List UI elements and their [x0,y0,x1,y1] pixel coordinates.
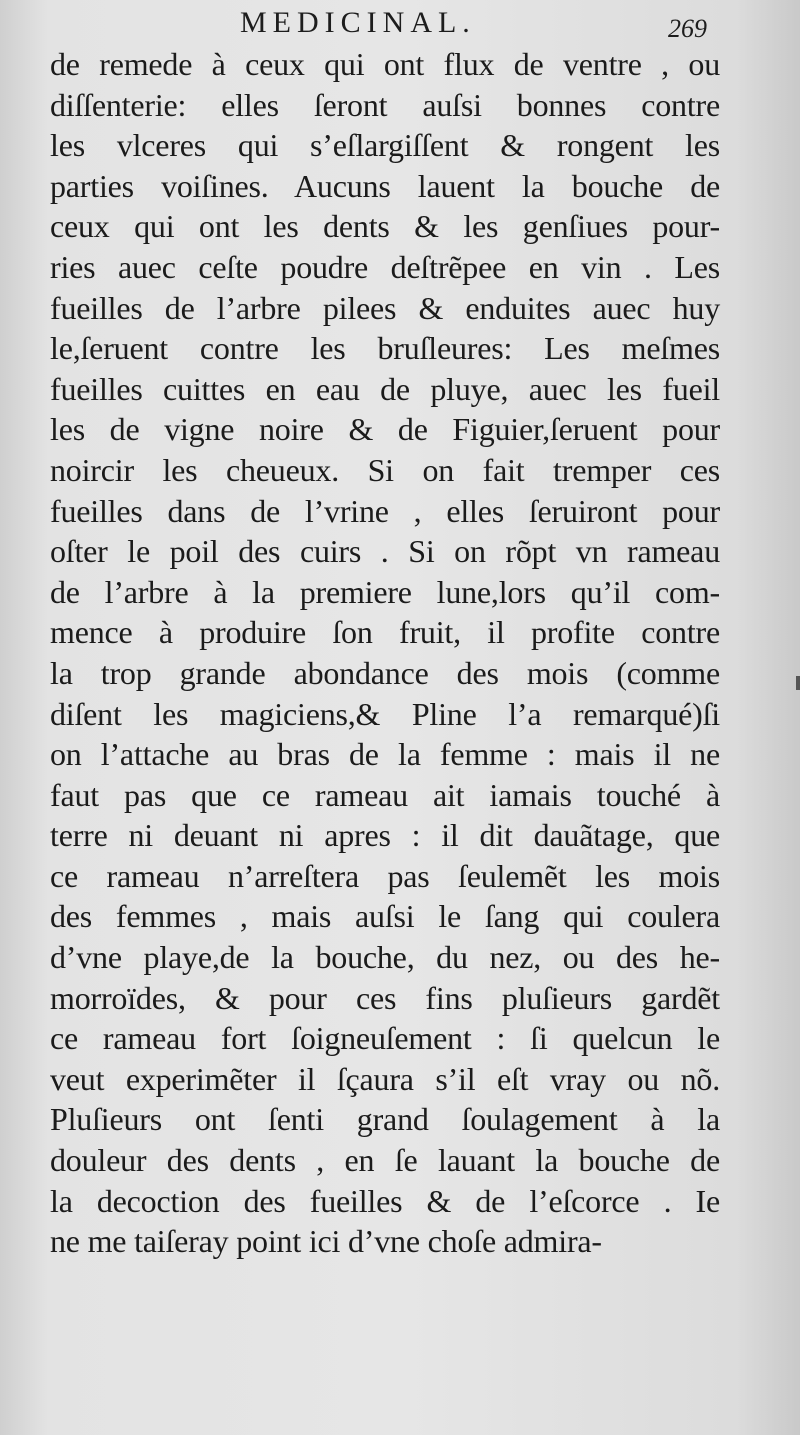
text-line: ne me taiſeray point ici d’vne choſe admira- [50,1223,602,1260]
text-line: diſſenterie: elles ſeront auſsi bonnes contre [50,86,720,123]
text-line: parties voiſines. Aucuns lauent la bouche de [50,167,720,204]
text-line: noircir les cheueux. Si on fait tremper ces [50,451,720,488]
running-head [0,6,800,46]
text-line: ries auec ceſte poudre deſtrẽpee en vin . Les [50,248,720,285]
text-line: de remede à ceux qui ont flux de ventre , ou [50,46,720,82]
text-line: fueilles de l’arbre pilees & enduites auec huy [50,289,720,326]
text-line: ce rameau n’arreſtera pas ſeulemẽt les mois [50,857,720,894]
text-line: veut experimẽter il ſçaura s’il eſt vray ou nõ. [50,1060,720,1097]
text-line: terre ni deuant ni apres : il dit dauãtage, que [50,817,720,854]
text-line: faut pas que ce rameau ait iamais touché à [50,776,720,813]
text-line: morroïdes, & pour ces fins pluſieurs gardẽt [50,979,720,1016]
text-line: ceux qui ont les dents & les genſiues pour- [50,208,720,245]
text-line: des femmes , mais auſsi le ſang qui coulera [50,898,720,935]
text-line: on l’attache au bras de la femme : mais il ne [50,736,720,773]
text-line: ce rameau fort ſoigneuſement : ſi quelcun le [50,1020,720,1057]
text-line: fueilles dans de l’vrine , elles ſeruiront pour [50,492,720,529]
text-line: le,ſeruent contre les bruſleures: Les meſmes [50,330,720,367]
text-line: fueilles cuittes en eau de pluye, auec les fueil [50,370,720,407]
text-line: diſent les magiciens,& Pline l’a remarqué)ſi [50,695,720,732]
text-line: la decoction des fueilles & de l’eſcorce . Ie [50,1182,720,1219]
page-edge-mark [796,676,800,690]
page-number: 269 [668,14,707,43]
text-line: Pluſieurs ont ſenti grand ſoulagement à la [50,1101,720,1138]
text-line: douleur des dents , en ſe lauant la bouche de [50,1142,720,1179]
text-line: les de vigne noire & de Figuier,ſeruent pour [50,411,720,448]
text-line: les vlceres qui s’eſlargiſſent & rongent les [50,127,720,164]
text-line: de l’arbre à la premiere lune,lors qu’il com- [50,573,720,610]
text-line: oſter le poil des cuirs . Si on rõpt vn rameau [50,533,720,570]
body-text [50,44,720,1262]
text-line: la trop grande abondance des mois (comme [50,654,720,691]
text-line: d’vne playe,de la bouche, du nez, ou des he- [50,939,720,976]
running-title: MEDICINAL. [240,6,476,39]
text-line: mence à produire ſon fruit, il profite contre [50,614,720,651]
